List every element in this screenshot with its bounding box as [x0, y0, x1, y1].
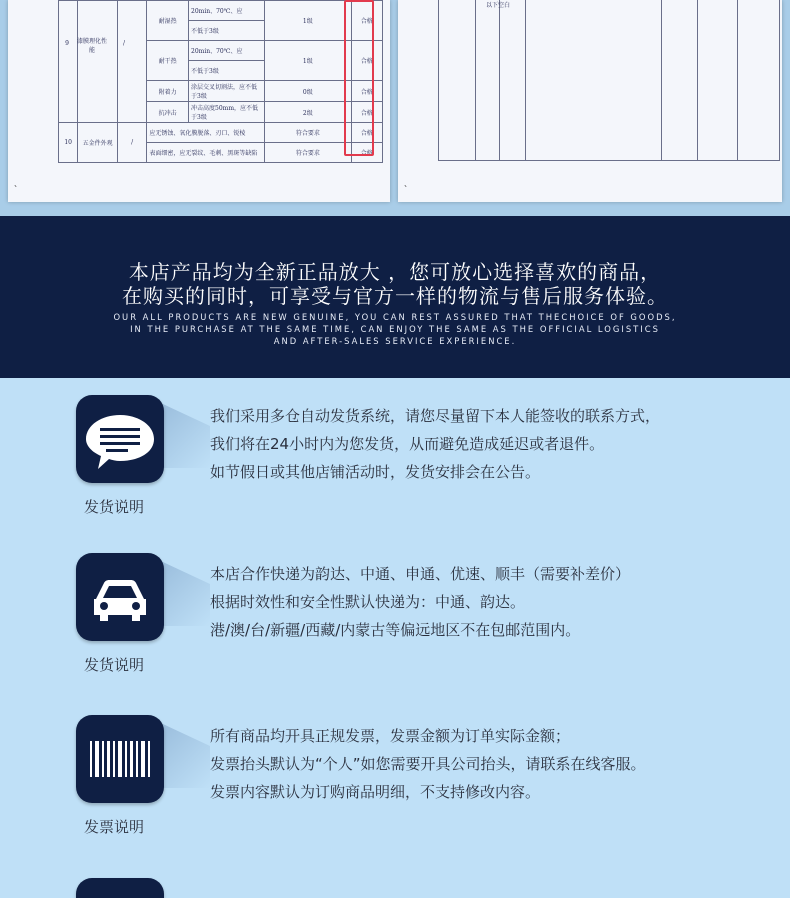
- section-caption: 发货说明: [84, 498, 145, 516]
- test-report-table: [58, 0, 383, 163]
- car-icon: [76, 553, 164, 641]
- section-caption: 发货说明: [84, 656, 145, 674]
- table-row: 耐湿热 20min、70℃、应 1级 合格: [59, 1, 383, 21]
- banner-headline-line1: 本店产品均为全新正品放大 ，您可放心选择喜欢的商品，: [128, 260, 662, 284]
- table-row: 抗冲击 冲击高度50mm，应不低于3级 2级 合格: [59, 102, 383, 123]
- section-text: 所有商品均开具正规发票，发票金额为订单实际金额； 发票抬头默认为“个人”如您需要开具公司抬头，请联系在线客服。 发票内容默认为订购商品明细，不支持修改内容。: [210, 727, 646, 801]
- section-text: 本店合作快递为韵达、中通、申通、优速、顺丰（需要补差价） 根据时效性和安全性默认快递为：中通、韵达。 港/澳/台/新疆/西藏/内蒙古等偏远地区不在包邮范围内。: [210, 565, 631, 639]
- banner-english-line3: AND AFTER-SALES SERVICE EXPERIENCE.: [273, 336, 517, 346]
- barcode-icon: [76, 715, 164, 803]
- row-number-9: 9: [65, 40, 69, 47]
- service-info-list: [0, 378, 790, 887]
- section-text: 我们采用多仓自动发货系统，请您尽量留下本人能签收的联系方式， 我们将在24小时内为您发货，从而避免造成延迟或者退件。 如节假日或其他店铺活动时，发货安排会在公告。: [210, 407, 661, 481]
- table-row: 不低于3级: [59, 61, 383, 81]
- next-section-icon: [76, 878, 164, 898]
- table-row: 不低于3级: [59, 21, 383, 41]
- page-mark: 、: [404, 179, 412, 188]
- speech-bubble-icon: [76, 395, 164, 483]
- test-report-page-right: [398, 0, 782, 202]
- section-caption: 发票说明: [84, 818, 145, 836]
- row-group-label: 漆膜理化性能: [76, 38, 107, 54]
- table-row: 耐干热 20min、70℃、应 1级 合格: [59, 41, 383, 61]
- table-row: 附着力 涂层交叉切割法，应不低于3级 0级 合格: [59, 81, 383, 102]
- empty-table-grid: [438, 0, 780, 161]
- table-row: 表面细密，应无裂纹、毛刺、黑斑等缺陷 符合要求 合格: [59, 143, 383, 163]
- certificate-photos: [0, 0, 790, 216]
- row-slash: /: [122, 40, 126, 47]
- page-mark: 、: [14, 179, 22, 188]
- table-row: 10 五金件外观 / 应无锈蚀、氧化膜脱落、刃口、锐棱 符合要求 合格: [59, 123, 383, 143]
- test-report-page-left: [8, 0, 390, 202]
- banner-english-line1: OUR ALL PRODUCTS ARE NEW GENUINE, YOU CAN REST ASSURED THAT THECHOICE OF GOODS,: [113, 312, 677, 322]
- banner-headline-line2: 在购买的同时，可享受与官方一样的物流与售后服务体验。: [122, 284, 668, 308]
- banner-english-line2: IN THE PURCHASE AT THE SAME TIME, CAN ENJOY THE SAME AS THE OFFICIAL LOGISTICS: [130, 324, 660, 334]
- blank-below-note: 以下空白: [486, 2, 511, 9]
- service-banner: [0, 216, 790, 378]
- highlight-frame: [344, 0, 374, 156]
